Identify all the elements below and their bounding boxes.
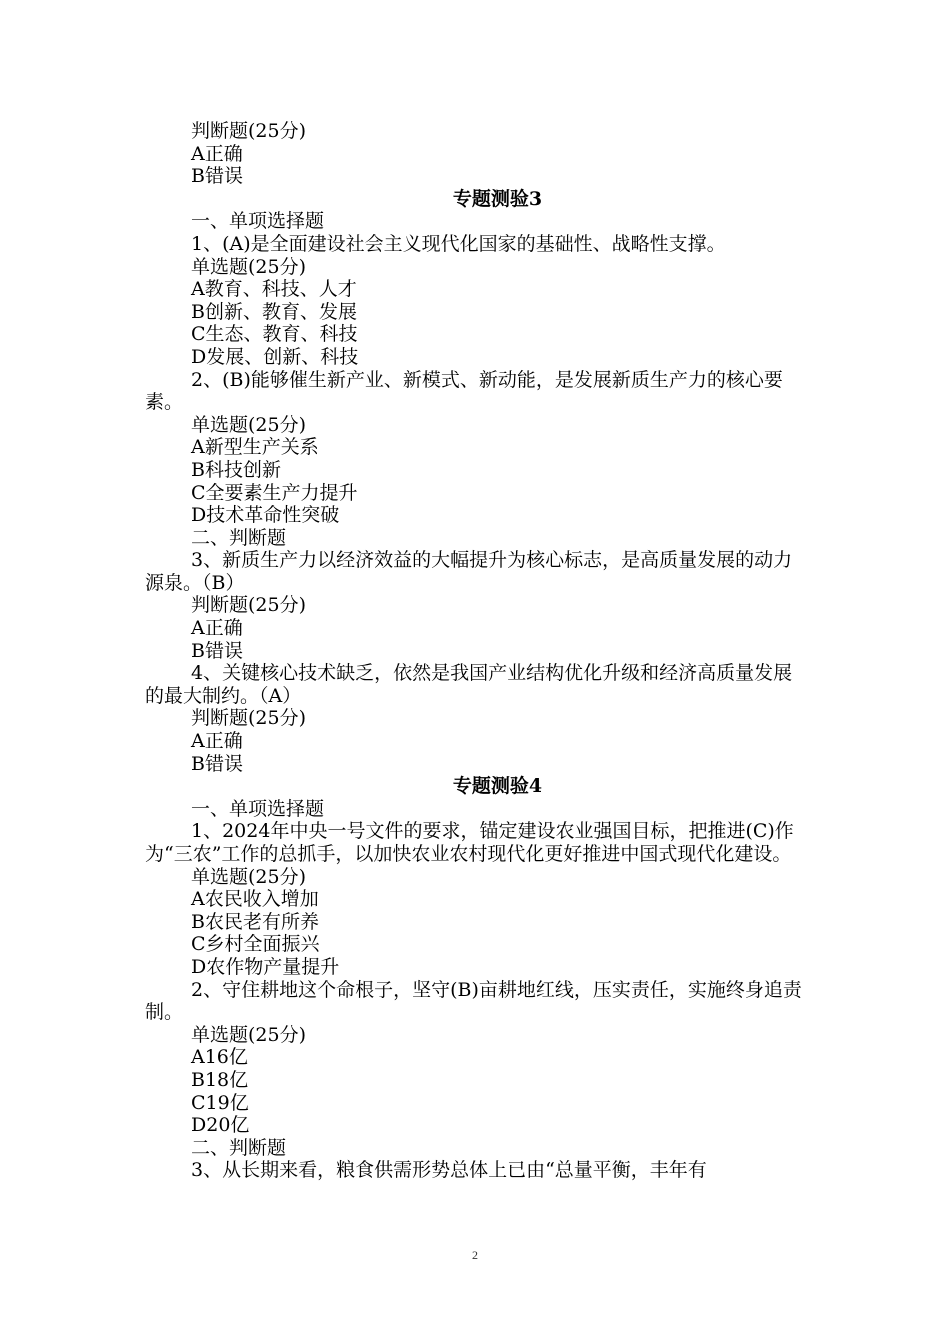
question-text: 2、(B)能够催生新产业、新模式、新动能，是发展新质生产力的核心要素。 — [145, 368, 783, 414]
document-body — [145, 120, 810, 1182]
option-a: A正确 — [191, 730, 243, 753]
option-c: C乡村全面振兴 — [191, 933, 320, 956]
option-b: B错误 — [191, 752, 243, 775]
question-text: 1、2024年中央一号文件的要求，锚定建设农业强国目标，把推进(C)作为“三农”工作的总抓手，以加快农业农村现代化更好推进中国式现代化建设。 — [145, 820, 794, 865]
option-b: B科技创新 — [191, 458, 281, 481]
option-a: A16亿 — [191, 1046, 248, 1069]
option-a: A正确 — [191, 617, 243, 640]
option-a: A教育、科技、人才 — [191, 278, 357, 301]
option-a: A新型生产关系 — [191, 436, 319, 459]
question-type-label: 判断题(25分) — [191, 707, 307, 730]
option-b: B错误 — [191, 639, 243, 662]
option-d: D农作物产量提升 — [191, 955, 340, 978]
question-type-label: 判断题(25分) — [191, 120, 307, 142]
subsection-heading: 一、单项选择题 — [191, 797, 325, 820]
page-number: 2 — [472, 1248, 478, 1262]
option-c: C全要素生产力提升 — [191, 481, 358, 504]
section-heading: 专题测验4 — [452, 775, 543, 798]
option-b: B创新、教育、发展 — [191, 300, 357, 323]
option-a: A农民收入增加 — [191, 888, 319, 911]
question-type-label: 单选题(25分) — [191, 255, 307, 278]
question-text: 1、(A)是全面建设社会主义现代化国家的基础性、战略性支撑。 — [191, 232, 726, 255]
option-b: B18亿 — [191, 1068, 249, 1091]
option-c: C19亿 — [191, 1091, 249, 1114]
question-type-label: 判断题(25分) — [191, 594, 307, 617]
option-b: B农民老有所养 — [191, 910, 319, 933]
option-a: A正确 — [191, 142, 243, 165]
question-type-label: 单选题(25分) — [191, 865, 307, 888]
subsection-heading: 一、单项选择题 — [191, 210, 325, 233]
question-type-label: 单选题(25分) — [191, 1023, 307, 1046]
question-type-label: 单选题(25分) — [191, 413, 307, 436]
subsection-heading: 二、判断题 — [191, 526, 287, 549]
question-text: 4、关键核心技术缺乏，依然是我国产业结构优化升级和经济高质量发展的最大制约。（A） — [145, 662, 793, 707]
option-b: B错误 — [191, 165, 243, 188]
section-heading: 专题测验3 — [452, 187, 543, 210]
subsection-heading: 二、判断题 — [191, 1136, 287, 1159]
option-d: D发展、创新、科技 — [191, 345, 359, 368]
option-c: C生态、教育、科技 — [191, 323, 358, 346]
option-d: D技术革命性突破 — [191, 504, 340, 527]
question-text: 3、新质生产力以经济效益的大幅提升为核心标志，是高质量发展的动力源泉。（B） — [145, 549, 793, 594]
question-text: 3、从长期来看，粮食供需形势总体上已由“总量平衡，丰年有 — [191, 1159, 707, 1182]
option-d: D20亿 — [191, 1114, 250, 1137]
question-text: 2、守住耕地这个命根子，坚守(B)亩耕地红线，压实责任，实施终身追责制。 — [145, 978, 802, 1024]
